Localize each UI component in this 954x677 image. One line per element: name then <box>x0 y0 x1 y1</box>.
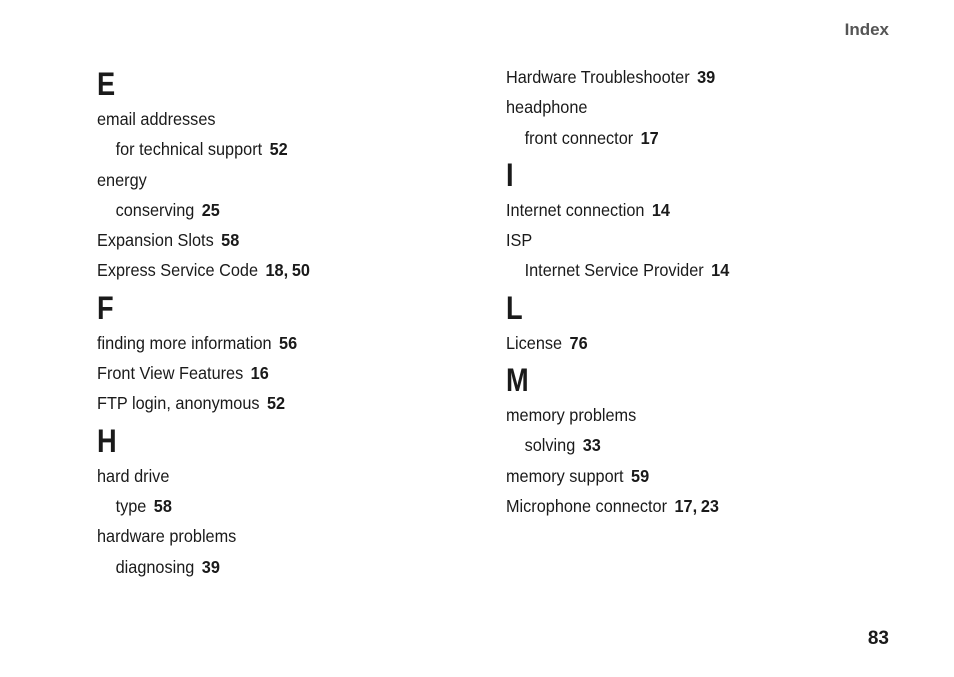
index-subentry <box>97 195 450 225</box>
page-ref: 23 <box>700 495 719 516</box>
entry-text: Front View Features <box>97 363 244 384</box>
entry-text: finding more information <box>97 332 272 353</box>
page-ref: 33 <box>582 435 601 456</box>
entry-text: Microphone connector <box>506 495 668 516</box>
index-entry <box>97 461 450 491</box>
page-ref: 56 <box>279 332 298 353</box>
entry-text: email addresses <box>97 109 216 129</box>
page-number: 83 <box>867 628 889 649</box>
entry-text: memory problems <box>506 405 637 426</box>
index-entry <box>97 521 450 551</box>
page-ref: 16 <box>250 363 269 384</box>
section-letter-l: L <box>506 289 523 326</box>
page-ref: 14 <box>651 199 670 220</box>
index-subentry <box>506 123 859 153</box>
index-entry <box>97 358 450 388</box>
page-ref: 58 <box>221 230 240 251</box>
entry-text: memory support <box>506 465 624 486</box>
index-column-right <box>506 62 886 521</box>
index-column-left <box>97 62 477 582</box>
section-letter-m: M <box>506 362 529 399</box>
index-entry <box>506 400 859 430</box>
index-entry <box>97 255 450 285</box>
entry-text: type <box>115 495 147 516</box>
entry-text: Express Service Code <box>97 260 259 281</box>
index-entry <box>506 461 859 491</box>
running-header: Index <box>844 20 889 39</box>
page-ref: 52 <box>266 393 286 414</box>
entry-text: headphone <box>506 97 588 118</box>
entry-text: hard drive <box>97 465 170 486</box>
entry-text: Internet connection <box>506 199 645 220</box>
index-entry <box>97 165 450 195</box>
index-entry <box>97 225 450 255</box>
entry-text: for technical support <box>115 139 263 160</box>
page-ref: 52 <box>269 139 288 160</box>
entry-text: FTP login, anonymous <box>97 393 260 414</box>
entry-text: solving <box>524 435 576 456</box>
page-ref: 39 <box>697 67 716 87</box>
index-subentry <box>506 430 859 460</box>
entry-text: License <box>506 332 563 353</box>
page-ref-separator: , <box>283 260 289 281</box>
index-entry <box>506 92 859 122</box>
index-subentry <box>97 491 450 521</box>
entry-text: Hardware Troubleshooter <box>506 67 690 87</box>
index-entry <box>506 491 859 521</box>
page-ref: 17 <box>640 127 659 148</box>
page-ref: 58 <box>153 495 172 516</box>
entry-text: Internet Service Provider <box>524 260 704 281</box>
index-entry <box>97 388 450 418</box>
section-letter-e: E <box>97 66 116 102</box>
page-ref: 59 <box>631 465 650 486</box>
entry-text: diagnosing <box>115 556 195 577</box>
page-ref: 76 <box>569 332 588 353</box>
page-ref: 18 <box>265 260 284 281</box>
entry-text: hardware problems <box>97 526 237 547</box>
entry-text: energy <box>97 169 147 190</box>
page-ref: 50 <box>291 260 310 281</box>
page-ref: 17 <box>674 495 693 516</box>
entry-text: Expansion Slots <box>97 230 214 251</box>
section-letter-f: F <box>97 289 114 326</box>
section-letter-i: I <box>506 156 514 193</box>
index-entry <box>506 195 859 225</box>
entry-text: front connector <box>524 127 634 148</box>
page-ref: 25 <box>201 199 220 220</box>
index-entry <box>506 328 859 358</box>
index-entry <box>97 328 450 358</box>
entry-text: conserving <box>115 199 195 220</box>
page-ref-separator: , <box>692 495 698 516</box>
index-subentry <box>506 255 859 285</box>
page-ref: 14 <box>711 260 730 281</box>
index-entry <box>97 104 450 134</box>
index-entry <box>506 225 859 255</box>
section-letter-h: H <box>97 422 117 459</box>
index-subentry <box>97 552 450 582</box>
entry-text: ISP <box>506 230 533 251</box>
index-entry <box>506 62 859 92</box>
page-ref: 39 <box>201 556 220 577</box>
index-subentry <box>97 134 450 164</box>
